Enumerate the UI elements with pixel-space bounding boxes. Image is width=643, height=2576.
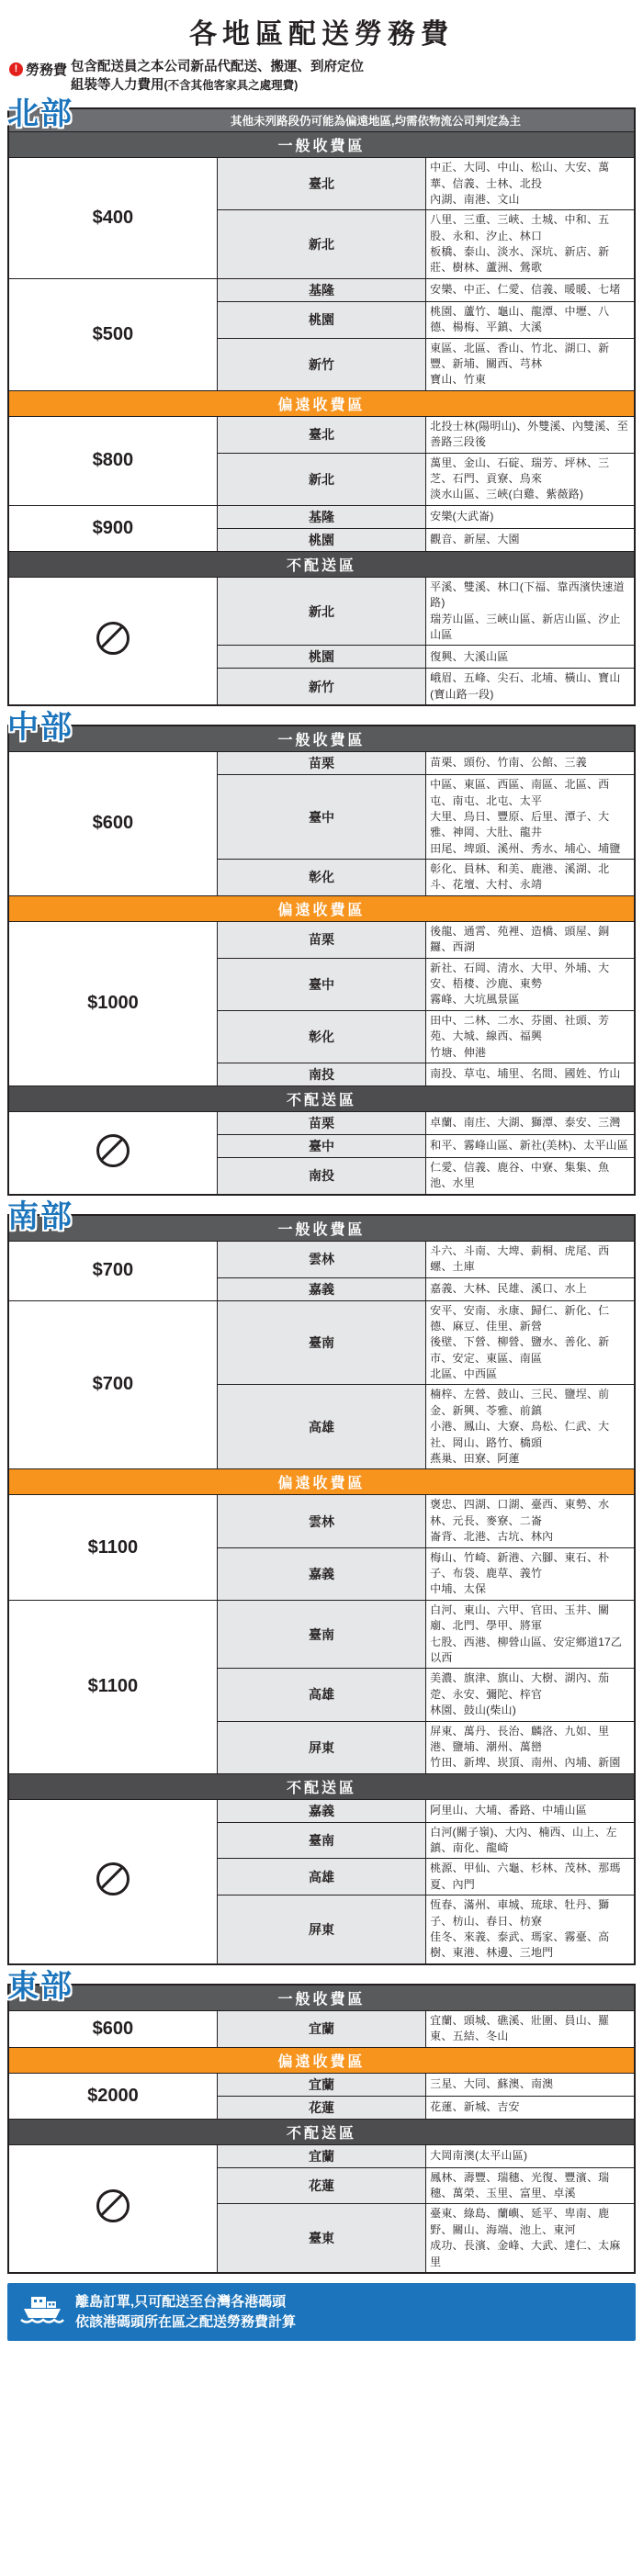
price-cell: $1100 (8, 1495, 217, 1600)
city-label: 宜蘭 (217, 2144, 425, 2167)
city-label: 新竹 (217, 669, 425, 705)
area-list: 八里、三重、三峽、土城、中和、五股、永和、汐止、林口 板橋、泰山、淡水、深坑、新店、新莊、樹林、蘆洲、鶯歌 (426, 210, 635, 279)
area-list: 鳳林、壽豐、瑞穗、光復、豐濱、瑞穗、萬榮、玉里、富里、卓溪 (426, 2167, 635, 2204)
fee-note-badge-label: 勞務費 (26, 62, 68, 78)
fee-note-line2: 組裝等人力費用 (71, 77, 164, 93)
city-label: 臺中 (217, 775, 425, 860)
area-list: 大岡南澳(太平山區) (426, 2144, 635, 2167)
spacer (7, 715, 636, 725)
area-list: 仁愛、信義、鹿谷、中寮、集集、魚池、水里 (426, 1157, 635, 1194)
area-list: 南投、草屯、埔里、名間、國姓、竹山 (426, 1063, 635, 1086)
table-row (8, 1300, 635, 1385)
price-cell: $400 (8, 158, 217, 279)
area-list: 北投士林(陽明山)、外雙溪、內雙溪、至善路三段後 (426, 416, 635, 453)
area-list: 中區、東區、西區、南區、北區、西屯、南屯、北屯、太平 大里、烏日、豐原、后里、潭子、大雅、神岡、大肚、龍井 田尾、埤頭、溪州、秀水、埔心、埔鹽 (426, 775, 635, 860)
city-label: 雲林 (217, 1241, 425, 1277)
region-tag: 南部 (7, 1198, 73, 1234)
city-label: 臺中 (217, 958, 425, 1010)
city-label: 新北 (217, 210, 425, 279)
city-label: 高雄 (217, 1859, 425, 1895)
section-bar: 偏遠收費區 (8, 2047, 635, 2073)
price-cell: $900 (8, 505, 217, 551)
footer-banner (7, 2283, 636, 2342)
city-label: 臺北 (217, 416, 425, 453)
section-bar: 一般收費區 (8, 132, 635, 158)
city-label: 基隆 (217, 505, 425, 528)
area-list: 田中、二林、二水、芬園、社頭、芳苑、大城、線西、福興 竹塘、伸港 (426, 1010, 635, 1063)
area-list: 花蓮、新城、吉安 (426, 2096, 635, 2119)
area-list: 阿里山、大埔、番路、中埔山區 (426, 1799, 635, 1822)
city-label: 花蓮 (217, 2167, 425, 2204)
city-label: 苗栗 (217, 752, 425, 775)
footer-text (75, 2292, 296, 2333)
area-list: 萬里、金山、石碇、瑞芳、坪林、三芝、石門、貢寮、烏來 淡水山區、三峽(白雞、紫薇路) (426, 453, 635, 505)
city-label: 宜蘭 (217, 2073, 425, 2096)
footer-line2: 依該港碼頭所在區之配送勞務費計算 (75, 2313, 297, 2330)
area-list: 屏東、萬丹、長治、麟洛、九如、里港、鹽埔、潮州、萬巒 竹田、新埤、崁頂、南州、內埔、新園 (426, 1721, 635, 1773)
table-row (8, 577, 635, 646)
city-label: 高雄 (217, 1385, 425, 1469)
city-label: 臺中 (217, 1134, 425, 1157)
table-row (8, 752, 635, 775)
price-cell: $2000 (8, 2073, 217, 2119)
table-row (8, 2010, 635, 2047)
page-title: 各地區配送勞務費 (189, 19, 454, 50)
section-bar: 不配送區 (8, 1086, 635, 1111)
fee-note-line1: 包含配送員之本公司新品代配送、搬運、到府定位 (71, 60, 365, 74)
table-row (8, 1241, 635, 1277)
area-list: 桃園、蘆竹、龜山、龍潭、中壢、八德、楊梅、平鎮、大溪 (426, 301, 635, 338)
table-row (8, 921, 635, 958)
area-list: 觀音、新屋、大園 (426, 528, 635, 551)
section-bar: 一般收費區 (8, 1985, 635, 2011)
table-row (8, 1600, 635, 1669)
area-list: 白河、東山、六甲、官田、玉井、關廟、北門、學甲、將軍 七股、西港、柳營山區、安定鄉道17乙以西 (426, 1600, 635, 1669)
area-list: 新社、石岡、清水、大甲、外埔、大安、梧棲、沙鹿、東勢 霧峰、大坑風景區 (426, 958, 635, 1010)
section-bar: 偏遠收費區 (8, 1469, 635, 1495)
ship-icon (18, 2293, 66, 2331)
region-tag: 東部 (7, 1968, 73, 2004)
area-list: 峨眉、五峰、尖石、北埔、橫山、寶山(寶山路一段) (426, 669, 635, 705)
city-label: 臺北 (217, 158, 425, 210)
section-bar: 不配送區 (8, 551, 635, 577)
region-block (7, 1198, 636, 1965)
price-cell: $700 (8, 1300, 217, 1469)
city-label: 屏東 (217, 1895, 425, 1964)
section-bar: 一般收費區 (8, 726, 635, 752)
area-list: 梅山、竹崎、新港、六腳、東石、朴子、布袋、鹿草、義竹 中埔、太保 (426, 1547, 635, 1600)
city-label: 高雄 (217, 1669, 425, 1721)
area-list: 彰化、員林、和美、鹿港、溪湖、北斗、花壇、大村、永靖 (426, 860, 635, 896)
city-label: 桃園 (217, 301, 425, 338)
price-cell: $500 (8, 278, 217, 390)
price-cell: $800 (8, 416, 217, 505)
section-bar: 偏遠收費區 (8, 390, 635, 416)
area-list: 臺東、綠島、蘭嶼、延平、卑南、鹿野、關山、海端、池上、東河 成功、長濱、金峰、大武、達仁、太麻里 (426, 2204, 635, 2273)
region-table (7, 725, 636, 1196)
city-label: 嘉義 (217, 1547, 425, 1600)
city-label: 桃園 (217, 646, 425, 669)
area-list: 苗栗、頭份、竹南、公館、三義 (426, 752, 635, 775)
table-row (8, 1799, 635, 1822)
city-label: 南投 (217, 1063, 425, 1086)
spacer (7, 1974, 636, 1984)
region-tag: 中部 (7, 710, 73, 746)
region-block (7, 710, 636, 1196)
section-bar: 偏遠收費區 (8, 895, 635, 921)
table-row (8, 416, 635, 453)
city-label: 桃園 (217, 528, 425, 551)
city-label: 彰化 (217, 860, 425, 896)
table-row (8, 278, 635, 301)
price-cell: $600 (8, 752, 217, 896)
area-list: 恆春、滿州、車城、琉球、牡丹、獅子、枋山、春日、枋寮 佳冬、來義、泰武、瑪家、霧臺、高樹、東港、林邊、三地門 (426, 1895, 635, 1964)
city-label: 嘉義 (217, 1277, 425, 1300)
section-bar: 不配送區 (8, 2119, 635, 2144)
city-label: 宜蘭 (217, 2010, 425, 2047)
city-label: 臺南 (217, 1600, 425, 1669)
table-row (8, 505, 635, 528)
area-list: 宜蘭、頭城、礁溪、壯圍、員山、羅東、五結、冬山 (426, 2010, 635, 2047)
fee-note-badge (9, 59, 67, 79)
city-label: 雲林 (217, 1495, 425, 1547)
no-delivery-icon (8, 2144, 217, 2273)
city-label: 臺南 (217, 1822, 425, 1859)
region-table (7, 107, 636, 706)
area-list: 卓蘭、南庄、大湖、獅潭、泰安、三灣 (426, 1111, 635, 1134)
no-delivery-icon (8, 1111, 217, 1194)
area-list: 三星、大同、蘇澳、南澳 (426, 2073, 635, 2096)
table-row (8, 2144, 635, 2167)
no-delivery-icon (8, 1799, 217, 1964)
no-delivery-icon (8, 577, 217, 705)
region-table (7, 1984, 636, 2274)
area-list: 平溪、雙溪、林口(下福、靠西濱快速道路) 瑞芳山區、三峽山區、新店山區、汐止山區 (426, 577, 635, 646)
special-note-bar: 其他未列路段仍可能為偏遠地區,均需依物流公司判定為主 (8, 108, 635, 132)
city-label: 苗栗 (217, 921, 425, 958)
city-label: 新竹 (217, 338, 425, 390)
region-block (7, 1968, 636, 2274)
section-bar: 一般收費區 (8, 1215, 635, 1242)
city-label: 彰化 (217, 1010, 425, 1063)
exclamation-icon: ! (9, 62, 23, 76)
city-label: 基隆 (217, 278, 425, 301)
area-list: 美濃、旗津、旗山、大樹、湖內、茄萣、永安、彌陀、梓官 林園、鼓山(柴山) (426, 1669, 635, 1721)
area-list: 褒忠、四湖、口湖、臺西、東勢、水林、元長、麥寮、二崙 崙背、北港、古坑、林內 (426, 1495, 635, 1547)
table-row (8, 1111, 635, 1134)
area-list: 中正、大同、中山、松山、大安、萬華、信義、士林、北投 內湖、南港、文山 (426, 158, 635, 210)
table-row (8, 2073, 635, 2096)
city-label: 臺東 (217, 2204, 425, 2273)
city-label: 臺南 (217, 1300, 425, 1385)
region-tag: 北部 (7, 96, 73, 132)
area-list: 東區、北區、香山、竹北、湖口、新豐、新埔、關西、芎林 寶山、竹東 (426, 338, 635, 390)
area-list: 白河(關子嶺)、大內、楠西、山上、左鎮、南化、龍崎 (426, 1822, 635, 1859)
city-label: 新北 (217, 577, 425, 646)
city-label: 南投 (217, 1157, 425, 1194)
area-list: 後龍、通霄、苑裡、造橋、頭屋、銅鑼、西湖 (426, 921, 635, 958)
region-block (7, 96, 636, 706)
fee-note-line2-sub: (不含其他客家具之處理費) (164, 78, 299, 92)
price-cell: $1000 (8, 921, 217, 1086)
area-list: 斗六、斗南、大埤、莿桐、虎尾、西螺、土庫 (426, 1241, 635, 1277)
area-list: 安樂(大武崙) (426, 505, 635, 528)
area-list: 楠梓、左營、鼓山、三民、鹽埕、前金、新興、苓雅、前鎮 小港、鳳山、大寮、鳥松、仁武、大社、岡山、路竹、橋頭 燕巢、田寮、阿蓮 (426, 1385, 635, 1469)
area-list: 復興、大溪山區 (426, 646, 635, 669)
city-label: 屏東 (217, 1721, 425, 1773)
city-label: 新北 (217, 453, 425, 505)
price-cell: $600 (8, 2010, 217, 2047)
city-label: 苗栗 (217, 1111, 425, 1134)
region-table (7, 1214, 636, 1965)
area-list: 桃源、甲仙、六龜、杉林、茂林、那瑪夏、內門 (426, 1859, 635, 1895)
spacer (7, 1205, 636, 1214)
regions-container (0, 96, 643, 2274)
city-label: 嘉義 (217, 1799, 425, 1822)
area-list: 安平、安南、永康、歸仁、新化、仁德、麻豆、佳里、新營 後壁、下營、柳營、鹽水、善化、新市、安定、東區、南區 北區、中西區 (426, 1300, 635, 1385)
area-list: 和平、霧峰山區、新社(美林)、太平山區 (426, 1134, 635, 1157)
section-bar: 不配送區 (8, 1773, 635, 1799)
price-cell: $1100 (8, 1600, 217, 1773)
price-cell: $700 (8, 1241, 217, 1300)
footer-line1: 離島訂單,只可配送至台灣各港碼頭 (75, 2293, 287, 2310)
fee-note-body (71, 59, 364, 95)
table-row (8, 158, 635, 210)
area-list: 嘉義、大林、民雄、溪口、水上 (426, 1277, 635, 1300)
city-label: 花蓮 (217, 2096, 425, 2119)
table-row (8, 1495, 635, 1547)
fee-note (0, 57, 643, 102)
area-list: 安樂、中正、仁愛、信義、暖暖、七堵 (426, 278, 635, 301)
